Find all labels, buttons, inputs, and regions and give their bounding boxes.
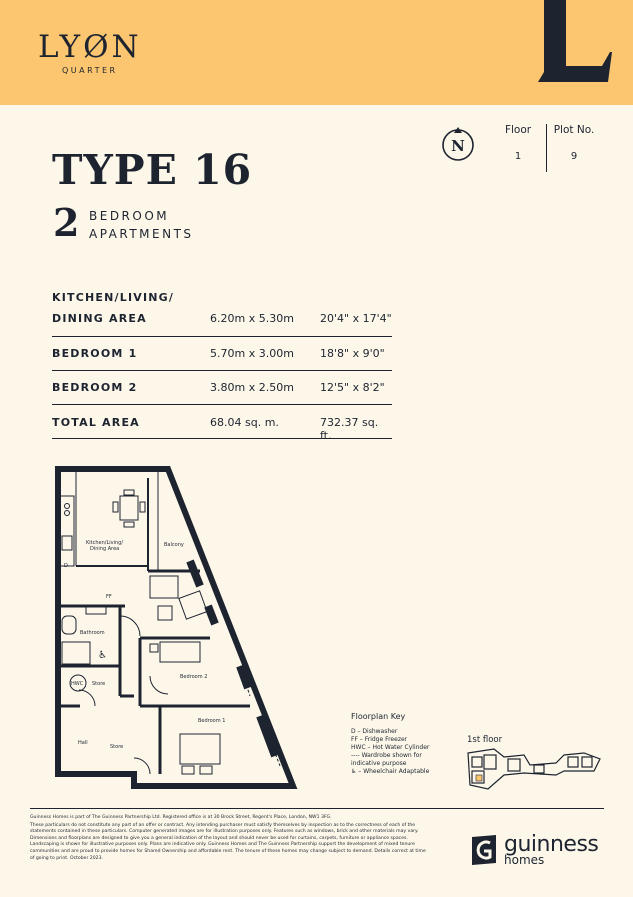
brand-subtitle: QUARTER: [62, 66, 118, 75]
room-name: TOTAL AREA: [52, 416, 140, 429]
plan-label-d: D: [64, 563, 68, 569]
plan-label-balcony: Balcony: [164, 542, 184, 548]
room-imperial: 18'8" x 9'0": [320, 347, 385, 360]
bedroom-text: [89, 207, 194, 243]
room-metric: 68.04 sq. m.: [210, 416, 279, 429]
room-dimensions-table: [52, 286, 392, 442]
plan-label-ff: FF: [106, 594, 112, 600]
plan-label-kitchen: Kitchen/Living/: [86, 540, 124, 546]
floorplan-drawing: [50, 466, 300, 792]
plan-label-hall: Hall: [78, 740, 88, 746]
guinness-g-logo-icon: [468, 833, 500, 867]
room-metric: 6.20m x 5.30m: [210, 312, 294, 325]
room-row-bedroom2: [52, 371, 392, 405]
room-imperial: 732.37 sq. ft.: [320, 416, 379, 442]
bedroom-line2: APARTMENTS: [89, 227, 194, 241]
plan-label-bedroom2: Bedroom 2: [180, 674, 208, 680]
floor-label: Floor: [504, 124, 532, 136]
room-row-kitchen: [52, 286, 392, 337]
floorplan-key: [351, 712, 429, 776]
mini-floor-plan: [464, 745, 604, 797]
plot-info: [552, 124, 596, 162]
key-title: Floorplan Key: [351, 712, 406, 721]
footer-line1: Guinness Homes is part of The Guinness Partnership Ltd. Registered office is at 30 Brock Street, Regent's Place, London, NW1 3FG.: [30, 815, 332, 820]
meta-divider: [546, 124, 547, 172]
brand-name: LYØN: [38, 29, 142, 65]
plan-label-kitchen2: Dining Area: [90, 546, 120, 552]
key-item: HWC – Hot Water Cylinder: [351, 744, 430, 751]
bedroom-count: 2: [53, 200, 80, 245]
floor-info: [500, 124, 536, 162]
plot-value: 9: [570, 151, 578, 162]
plan-label-bathroom: Bathroom: [80, 630, 105, 636]
key-item: D – Dishwasher: [351, 728, 398, 735]
room-row-total: [52, 405, 392, 442]
letter-L-monogram-icon: [536, 0, 616, 82]
plan-label-store1: Store: [92, 681, 106, 687]
room-name: BEDROOM 2: [52, 381, 138, 394]
footer-line2: These particulars do not constitute any part of an offer or contract. Any intending purchaser must satisfy themselves by inspection as to the correctness of each of the statements contained in these particulars. Computer generated images are for illustration purposes only. Features such as windows, brick and other materials may vary. Dimensions and floorplans are designed to give you a general indication of the layout and should never be used for curtains, carpets, furniture or appliance spaces. Landscaping is shown for illustrative purposes only. Plans are indicative only. Guinness Homes and The Guinness Partnership support the development of mixed tenure communities and are proud to provide homes for Shared Ownership and affordable rent. The tenure of these homes may change subject to demand. Details correct at time of going to print. October 2023.: [30, 822, 426, 861]
floor-indicator-label: 1st floor: [467, 735, 503, 745]
room-metric: 3.80m x 2.50m: [210, 381, 294, 394]
compass-label: N: [451, 137, 465, 155]
plan-label-bedroom1: Bedroom 1: [198, 718, 226, 724]
room-row-bedroom1: [52, 337, 392, 371]
wheelchair-icon: ♿: [98, 650, 107, 661]
room-name: BEDROOM 1: [52, 347, 138, 360]
footer-disclaimer: [30, 815, 430, 863]
highlighted-unit: [476, 775, 482, 781]
key-item: indicative purpose: [351, 760, 407, 767]
room-metric: 5.70m x 3.00m: [210, 347, 294, 360]
brand-logo: [38, 30, 142, 75]
plan-label-store2: Store: [110, 744, 124, 750]
bedroom-line1: BEDROOM: [89, 209, 170, 223]
key-item: FF – Fridge Freezer: [351, 736, 408, 743]
room-name-line2: DINING AREA: [52, 312, 147, 325]
apartment-type-title: TYPE 16: [52, 146, 253, 194]
room-name: KITCHEN/LIVING/: [52, 291, 175, 304]
key-item: ♿ – Wheelchair Adaptable: [351, 768, 430, 775]
floor-value: 1: [514, 151, 522, 162]
room-imperial: 20'4" x 17'4": [320, 312, 392, 325]
plot-label: Plot No.: [553, 124, 595, 136]
plan-label-hwc: HWC: [71, 681, 84, 687]
footer-divider: [30, 808, 604, 809]
north-compass-icon: [441, 127, 475, 161]
key-item: ---- Wardrobe shown for: [351, 752, 422, 759]
room-imperial: 12'5" x 8'2": [320, 381, 385, 394]
logo-word-homes: homes: [504, 853, 545, 867]
logo-word-guinness: guinness: [504, 832, 599, 857]
header-band: [0, 0, 633, 105]
